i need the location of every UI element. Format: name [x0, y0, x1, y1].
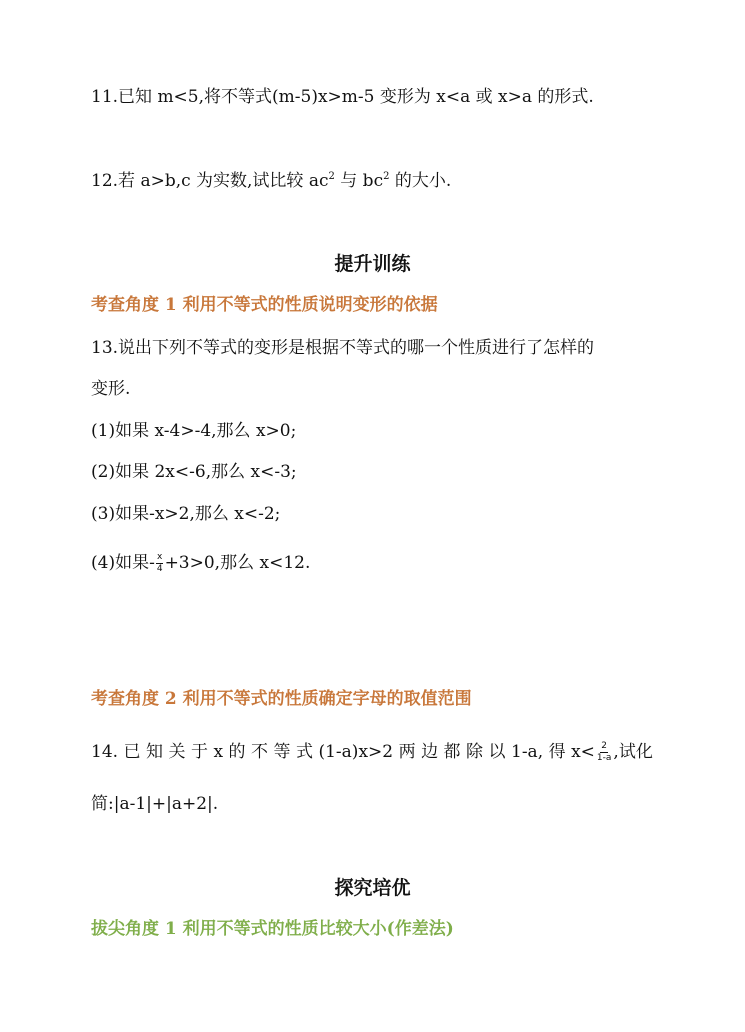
q14-word: 的	[228, 742, 246, 762]
question-12	[91, 170, 653, 192]
q14-word: 14.	[91, 742, 119, 762]
q14-word: 都	[443, 742, 461, 762]
question-14-line-2: 简:|a-1|+|a+2|.	[91, 794, 219, 814]
question-11-text: 11.已知 m<5,将不等式(m-5)x>m-5 变形为 x<a 或 x>a 的形式.	[91, 87, 594, 107]
question-12-post: 的大小.	[394, 171, 452, 191]
question-13-line-2: 变形.	[91, 379, 131, 399]
fraction-denominator: 1-a	[596, 753, 612, 763]
q14-word: 不	[251, 742, 269, 762]
q14-word: 已	[123, 742, 141, 762]
question-11	[91, 86, 653, 108]
q14-word: 两	[398, 742, 416, 762]
fraction-x-over-4	[156, 552, 164, 575]
q14-word: 得	[548, 742, 566, 762]
q14-word: 关	[168, 742, 186, 762]
question-14-line-1	[91, 741, 653, 764]
q14-word: 等	[273, 742, 291, 762]
q14-word: 式	[296, 742, 313, 762]
q14-word: 以	[488, 742, 506, 762]
question-13-item-2: (2)如果 2x<-6,那么 x<-3;	[91, 462, 297, 482]
q14-word: (1-a)x>2	[318, 742, 394, 762]
fraction-numerator: x	[157, 552, 163, 562]
question-13-line-1: 13.说出下列不等式的变形是根据不等式的哪一个性质进行了怎样的	[91, 338, 595, 358]
q14-word: 除	[466, 742, 484, 762]
angle-heading-2: 考查角度 2 利用不等式的性质确定字母的取值范围	[91, 689, 472, 709]
q14-word: 边	[421, 742, 439, 762]
angle-heading-3: 拔尖角度 1 利用不等式的性质比较大小(作差法)	[91, 919, 454, 939]
q14-word: x	[213, 742, 224, 762]
question-12-pre: 12.若 a>b,c 为实数,试比较 ac	[91, 171, 329, 191]
question-13-item-4	[91, 552, 653, 575]
fraction-denominator: 4	[156, 564, 163, 574]
q14-x-less: x<	[571, 742, 595, 762]
q14-word: 1-a,	[511, 742, 544, 762]
q14-inequality	[571, 741, 653, 764]
fraction-numerator: 2	[601, 741, 608, 751]
item-4-post: +3>0,那么 x<12.	[164, 553, 311, 573]
question-13-item-1: (1)如果 x-4>-4,那么 x>0;	[91, 421, 297, 441]
section-heading-improvement: 提升训练	[334, 253, 411, 275]
fraction-2-over-1-minus-a	[596, 741, 613, 764]
q14-tail: ,试化	[613, 742, 653, 762]
question-12-exponent-2: 2	[383, 171, 390, 182]
question-12-mid: 与 bc	[340, 171, 384, 191]
q14-word: 知	[146, 742, 164, 762]
question-13-item-3: (3)如果-x>2,那么 x<-2;	[91, 504, 281, 524]
question-12-exponent-1: 2	[328, 171, 335, 182]
section-heading-exploration: 探究培优	[334, 877, 411, 899]
q14-word: 于	[190, 742, 208, 762]
item-4-pre: (4)如果-	[91, 553, 155, 573]
angle-heading-1: 考查角度 1 利用不等式的性质说明变形的依据	[91, 295, 438, 315]
